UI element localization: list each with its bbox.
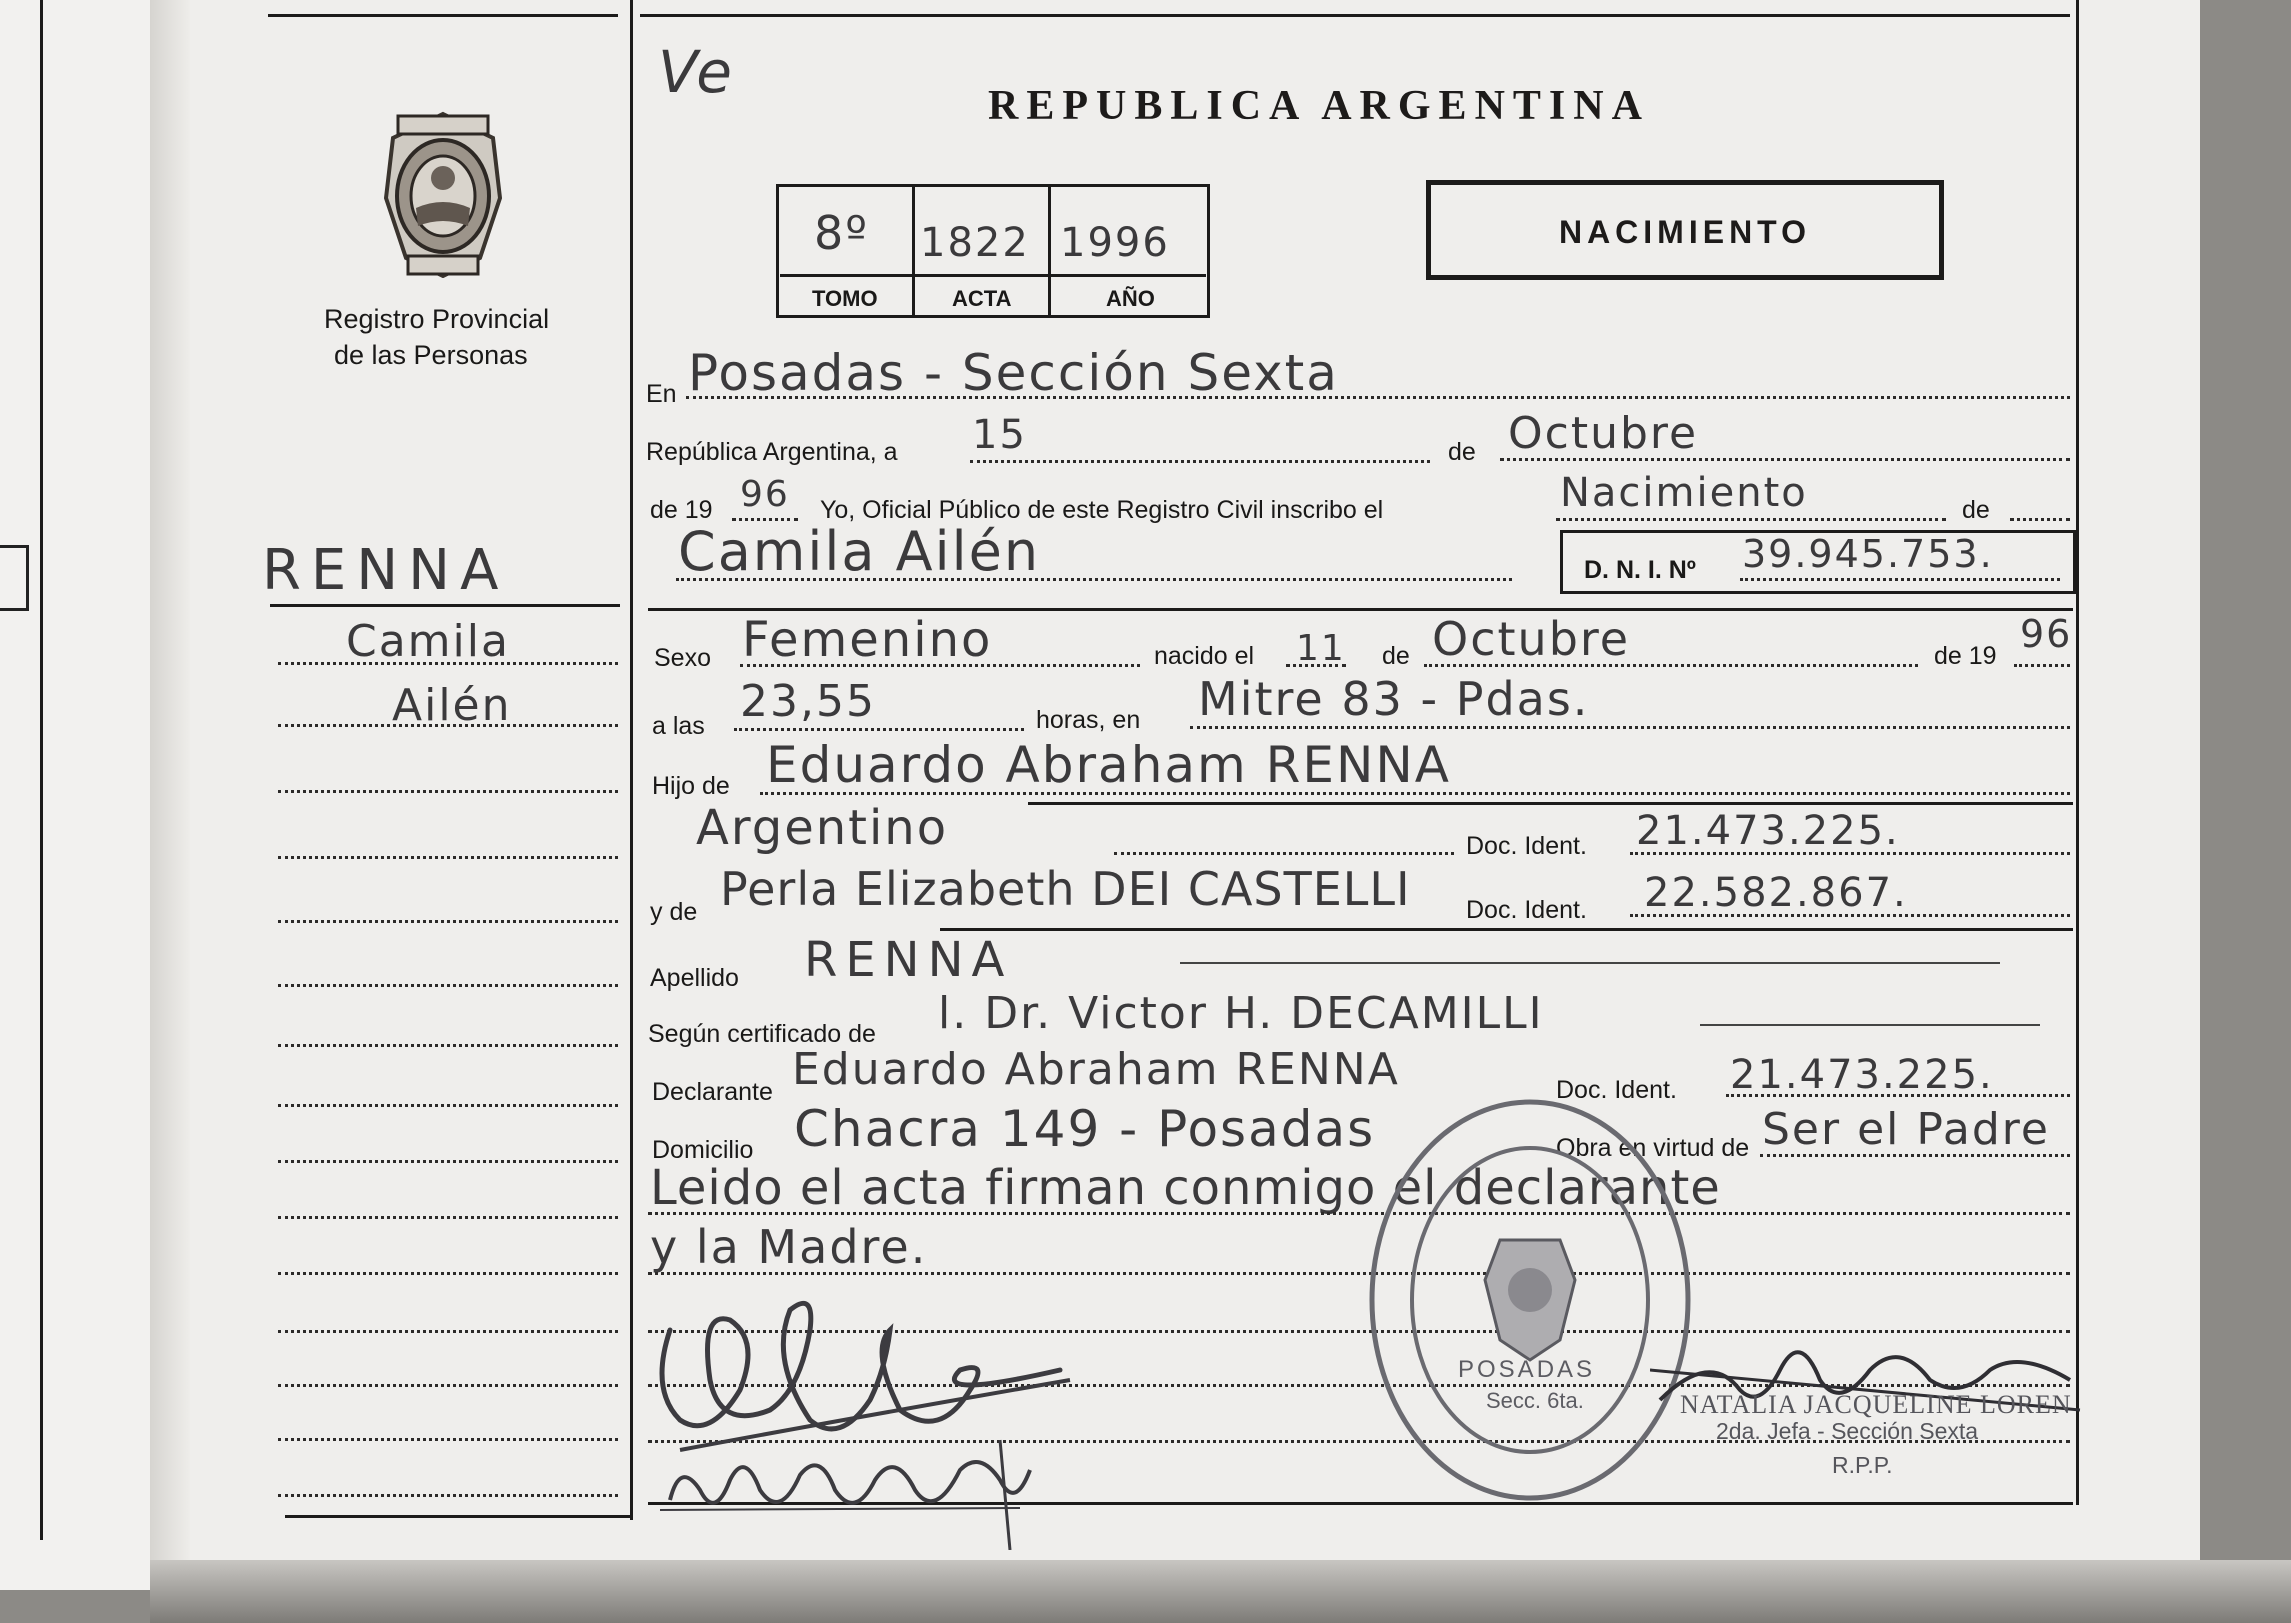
bottom-edge bbox=[150, 1560, 2291, 1623]
de2-label: de bbox=[1382, 642, 1410, 670]
de-label: de bbox=[1448, 438, 1476, 466]
declarante-doc-value: 21.473.225. bbox=[1730, 1052, 1994, 1098]
apellido-label: Apellido bbox=[650, 964, 739, 992]
note1-value: Leido el acta firman conmigo el declarante bbox=[650, 1160, 1721, 1216]
margin-surname: RENNA bbox=[262, 538, 509, 603]
father-doc-value: 21.473.225. bbox=[1636, 808, 1900, 854]
margin-name2: Ailén bbox=[392, 680, 512, 731]
person-value: Camila Ailén bbox=[678, 520, 1041, 583]
segun-label: Según certificado de bbox=[648, 1020, 876, 1048]
year-value: 96 bbox=[740, 474, 790, 515]
month-value: Octubre bbox=[1508, 408, 1699, 459]
birth-year-value: 96 bbox=[2020, 612, 2073, 656]
sexo-label: Sexo bbox=[654, 644, 711, 672]
acta-label: ACTA bbox=[952, 286, 1012, 311]
note2-value: y la Madre. bbox=[650, 1220, 928, 1274]
official-name: NATALIA JACQUELINE LOREN bbox=[1680, 1390, 2072, 1419]
father-value: Eduardo Abraham RENNA bbox=[766, 736, 1451, 794]
mother-doc-value: 22.582.867. bbox=[1644, 870, 1908, 916]
stamp-city: POSADAS bbox=[1458, 1356, 1596, 1383]
country-title: REPUBLICA ARGENTINA bbox=[988, 83, 1650, 129]
left-page bbox=[0, 0, 152, 1590]
yde-label: y de bbox=[650, 898, 698, 926]
domicilio-value: Chacra 149 - Posadas bbox=[794, 1100, 1376, 1158]
tomo-value: 8º bbox=[814, 206, 869, 260]
apellido-value: RENNA bbox=[804, 932, 1013, 988]
declarante-value: Eduardo Abraham RENNA bbox=[792, 1044, 1400, 1095]
page-edge bbox=[2200, 0, 2291, 1623]
day-value: 15 bbox=[972, 412, 1027, 458]
tomo-label: TOMO bbox=[812, 286, 878, 311]
dni-label: D. N. I. Nº bbox=[1584, 556, 1696, 584]
nacido-label: nacido el bbox=[1154, 642, 1255, 670]
acta-value: 1822 bbox=[920, 220, 1030, 266]
mother-value: Perla Elizabeth DEI CASTELLI bbox=[720, 862, 1411, 916]
en-value: Posadas - Sección Sexta bbox=[688, 344, 1339, 402]
declarante-label: Declarante bbox=[652, 1078, 773, 1106]
obra-value: Ser el Padre bbox=[1762, 1104, 2050, 1155]
horas-label: horas, en bbox=[1036, 706, 1141, 734]
registry-name-line2: de las Personas bbox=[334, 340, 528, 370]
republica-label: República Argentina, a bbox=[646, 438, 898, 466]
mother-signature-icon bbox=[660, 1430, 1040, 1555]
alas-label: a las bbox=[652, 712, 705, 740]
de19b-label: de 19 bbox=[1934, 642, 1997, 670]
initials: Ve bbox=[658, 38, 734, 106]
obra-label: Obra en virtud de bbox=[1556, 1134, 1750, 1162]
official-stamp-icon bbox=[1360, 1090, 1700, 1515]
book-gutter bbox=[150, 0, 190, 1590]
birth-day-value: 11 bbox=[1296, 628, 1346, 669]
official-title: 2da. Jefa - Sección Sexta bbox=[1716, 1418, 1979, 1444]
stamp-section: Secc. 6ta. bbox=[1486, 1388, 1584, 1413]
yo-text: Yo, Oficial Público de este Registro Civil inscribo el bbox=[820, 496, 1384, 524]
dni-value: 39.945.753. bbox=[1742, 532, 1994, 576]
father-doc-label: Doc. Ident. bbox=[1466, 832, 1587, 860]
de-end-label: de bbox=[1962, 496, 1990, 524]
margin-name1: Camila bbox=[346, 616, 510, 667]
sexo-value: Femenino bbox=[742, 612, 993, 668]
father-nationality-value: Argentino bbox=[696, 800, 949, 856]
hora-value: 23,55 bbox=[740, 676, 876, 727]
mother-doc-label: Doc. Ident. bbox=[1466, 896, 1587, 924]
inscribo-value: Nacimiento bbox=[1560, 470, 1808, 516]
hijo-label: Hijo de bbox=[652, 772, 730, 800]
domicilio-label: Domicilio bbox=[652, 1136, 754, 1164]
declarante-doc-label: Doc. Ident. bbox=[1556, 1076, 1677, 1104]
lugar-value: Mitre 83 - Pdas. bbox=[1198, 672, 1590, 726]
official-rpp: R.P.P. bbox=[1832, 1452, 1893, 1478]
record-type: NACIMIENTO bbox=[1558, 214, 1812, 250]
registry-name-line1: Registro Provincial bbox=[324, 304, 550, 334]
birth-month-value: Octubre bbox=[1432, 612, 1631, 666]
ano-value: 1996 bbox=[1060, 220, 1170, 266]
en-label: En bbox=[646, 380, 677, 408]
cert-value: l. Dr. Victor H. DECAMILLI bbox=[938, 988, 1544, 1039]
de19-label: de 19 bbox=[650, 496, 713, 524]
ano-label: AÑO bbox=[1106, 286, 1155, 311]
province-seal-icon bbox=[368, 108, 518, 283]
